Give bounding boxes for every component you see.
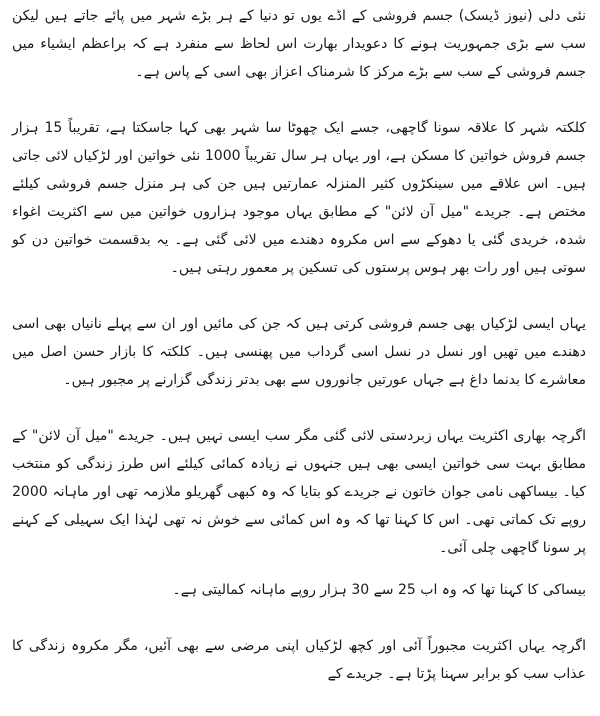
- article-paragraph-intro: نئی دلی (نیوز ڈیسک) جسم فروشی کے اڈے یوں تو دنیا کے ہر بڑے شہر میں پائے جاتے ہیں لیکن سب سے بڑی جمہوریت ہونے کا دعویدار بھارت اس لحاظ سے منفرد ہے کہ براعظم ایشیاء میں جسم فروشی کے سب سے بڑے مرکز کا شرمناک اعزاز بھی اسی کے پاس ہے۔: [12, 8, 586, 80]
- article-paragraph-closing: اگرچہ یہاں اکثریت مجبوراً آئی اور کچھ لڑکیاں اپنی مرضی سے بھی آئیں، مگر مکروہ زندگی کا عذاب سب کو برابر سہنا پڑتا ہے۔ جریدے کے: [12, 638, 586, 682]
- article-paragraph-voluntary: اگرچہ بھاری اکثریت یہاں زبردستی لائی گئی مگر سب ایسی نہیں ہیں۔ جریدے "میل آن لائن" کے مطابق بہت سی خواتین ایسی بھی ہیں جنہوں نے زیادہ کمائی کیلئے اس طرز زندگی کو منتخب کیا۔ بیساکھی نامی جوان خاتون نے جریدے کو بتایا کہ وہ کبھی گھریلو ملازمہ تھی اور ماہانہ 2000 روپے تک کماتی تھی۔ اس کا کہنا تھا کہ وہ اس کمائی سے خوش نہ تھی لہٰذا ایک سہیلی کے کہنے پر سونا گاچھی چلی آئی۔: [12, 428, 586, 556]
- article-paragraph-earnings: بیساکی کا کہنا تھا کہ وہ اب 25 سے 30 ہزار روپے ماہانہ کمالیتی ہے۔: [172, 582, 586, 598]
- article-paragraph-generations: یہاں ایسی لڑکیاں بھی جسم فروشی کرتی ہیں کہ جن کی مائیں اور ان سے پہلے نانیاں بھی اسی دھندے میں تھیں اور نسل در نسل اسی گرداب میں پھنسی ہیں۔ کلکتہ کا بازار حسن اصل میں معاشرے کا بدنما داغ ہے جہاں عورتیں جانوروں سے بھی بدتر زندگی گزارنے پر مجبور ہیں۔: [12, 316, 586, 388]
- article-body: [12, 2, 586, 716]
- article-paragraph-sonagachi: کلکتہ شہر کا علاقہ سونا گاچھی، جسے ایک چھوٹا سا شہر بھی کہا جاسکتا ہے، تقریباً 15 ہزار جسم فروش خواتین کا مسکن ہے، اور یہاں ہر سال تقریباً 1000 نئی خواتین اور لڑکیاں لائی جاتی ہیں۔ اس علاقے میں سینکڑوں کثیر المنزلہ عمارتیں ہیں جن کی ہر منزل جسم فروشی کیلئے مختص ہے۔ جریدے "میل آن لائن" کے مطابق یہاں موجود ہزاروں خواتین میں سے اکثریت اغواء شدہ، خریدی گئی یا دھوکے سے اس مکروہ دھندے میں لائی گئی ہے۔ یہ بدقسمت خواتین دن کو سوتی ہیں اور رات بھر ہوس پرستوں کی تسکین پر معمور رہتی ہیں۔: [12, 120, 587, 276]
